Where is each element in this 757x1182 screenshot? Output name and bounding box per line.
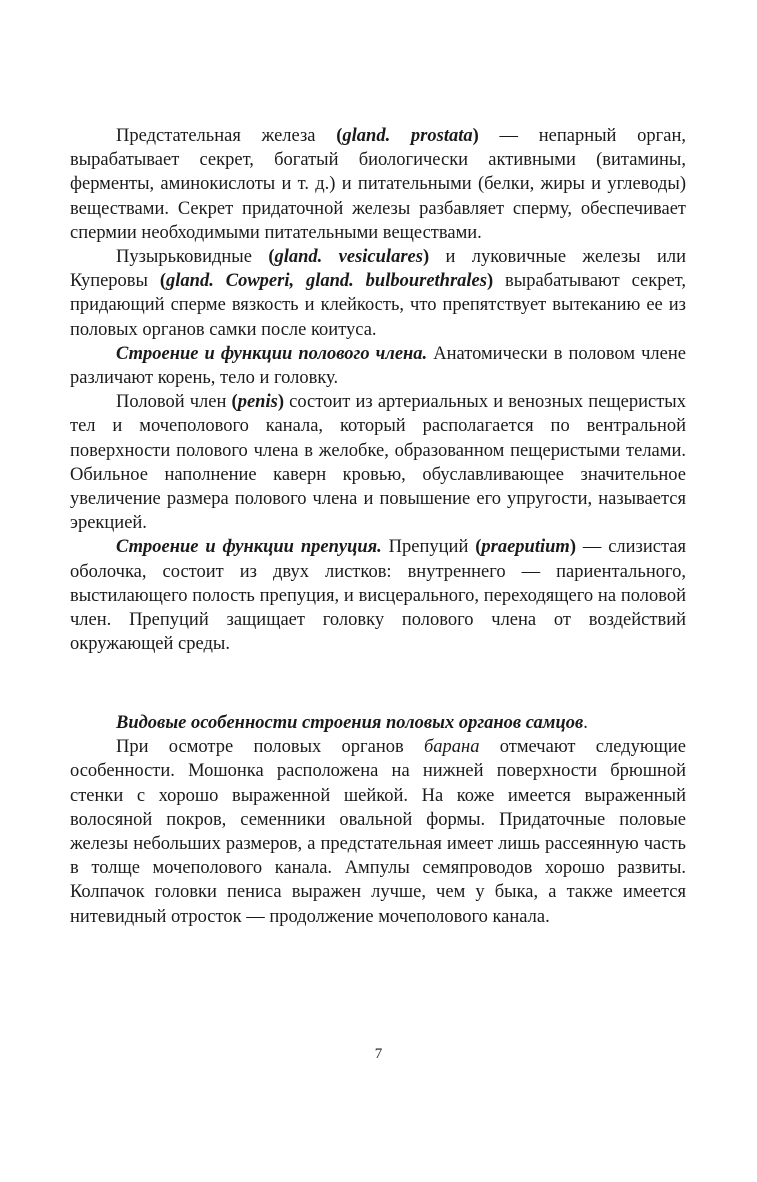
paragraph-species-heading: Видовые особенности строения половых органов самцов. [116,713,588,733]
paragraph-ram: При осмотре половых органов барана отмечают следующие особенности. Мошонка расположена на нижней поверхности брюшной стенки с хорошо выраженной шейкой. На коже имеется выраженный волосяной покров, семенники овальной формы. Придаточные половые железы небольших размеров, а предстательная имеет лишь рассеянную часть в толще мочеполового канала. Ампулы семяпроводов хорошо развиты. Колпачок головки пениса выражен лучше, чем у быка, а также имеется нитевидный отросток — продолжение мочеполового канала. [70,737,687,927]
paragraph-vesicular-glands: Пузырьковидные (gland. vesiculares) и луковичные железы или Куперовы (gland. Cowperi, gland. bulbourethrales) вырабатывают секрет, придающий сперме вязкость и клейкость, что препятствует вытеканию ее из половых органов самки после коитуса. [70,247,686,340]
latin-term: praeputium [481,537,570,558]
paragraph-penis-structure-intro: Строение и функции полового члена. Анатомически в половом члене различают корень, тело и головку. [70,343,686,389]
section-heading: Видовые особенности строения половых органов самцов [116,713,584,733]
page-number: 7 [374,1046,383,1062]
paragraph-prostate: Предстательная железа (gland. prostata) — непарный орган, вырабатывает секрет, богатый биологически активными (витамины, ферменты, аминокислоты и т. д.) и питательными (белки, жиры и углеводы) веществами. Секрет придаточной железы разбавляет сперму, обеспечивает спермии необходимыми питательными веществами. [70,126,687,243]
latin-term: gland. Cowperi, gland. bulbourethrales [166,271,487,292]
latin-term: gland. prostata [342,126,473,146]
latin-term: penis [237,392,278,413]
species-term: барана [424,737,480,758]
text-section-upper [70,124,686,656]
text-section-lower [70,711,686,929]
section-heading: Строение и функции полового члена. [116,343,428,364]
paragraph-penis: Половой член (penis) состоит из артериальных и венозных пещеристых тел и мочеполового канала, который располагается по вентральной поверхности полового члена в желобке, образованном пещеристыми телами. Обильное наполнение каверн кровью, обуславливающее значительное увеличение размера полового члена и повышение его упругости, называется эрекцией. [70,392,686,534]
latin-term: gland. vesiculares [274,247,423,268]
paragraph-prepuce: Строение и функции препуция. Препуций (praeputium) — слизистая оболочка, состоит из двух листков: внутреннего — париентального, выстилающего полость препуция, и висцерального, переходящего на половой член. Препуций защищает головку полового члена от воздействий окружающей среды. [70,537,686,655]
section-heading: Строение и функции препуция. [116,537,382,558]
